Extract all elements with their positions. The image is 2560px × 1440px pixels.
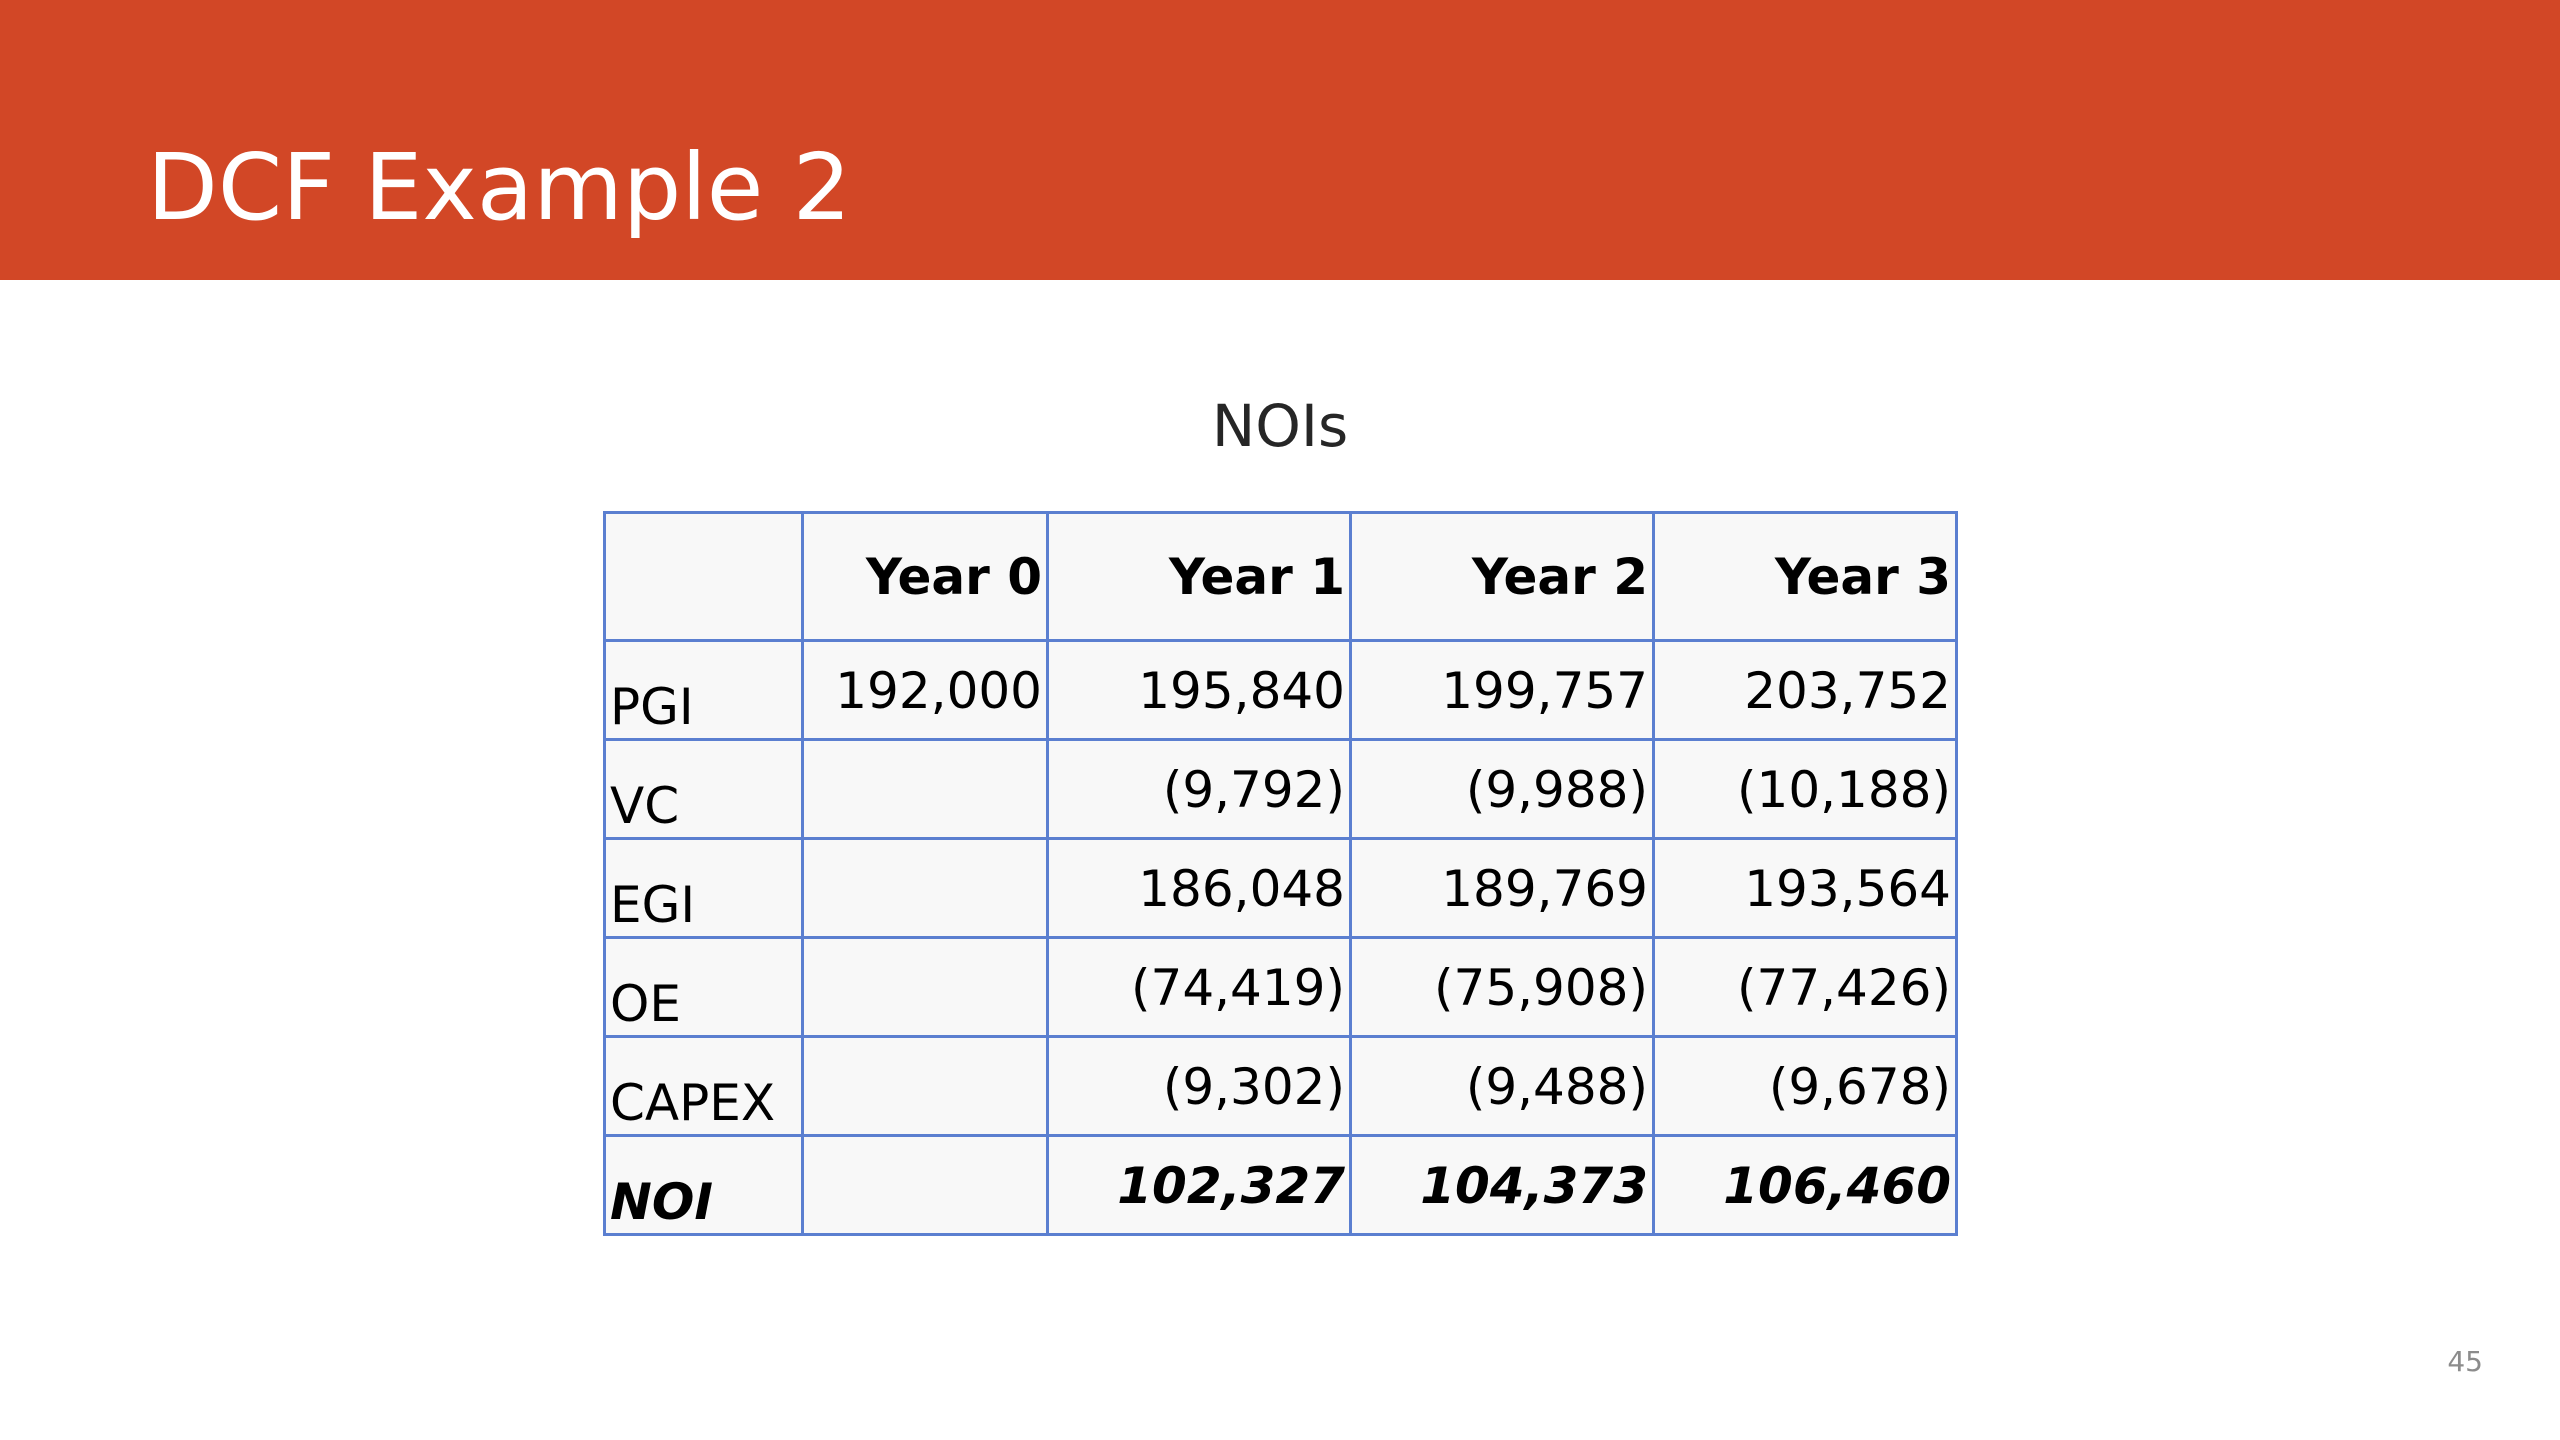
table-row-capex <box>605 1037 1957 1136</box>
row-label: VC <box>605 740 803 839</box>
table-cell <box>803 938 1048 1037</box>
header-cell-empty <box>605 513 803 641</box>
title-bar <box>0 0 2560 280</box>
row-label: EGI <box>605 839 803 938</box>
table-cell: 102,327 <box>1048 1136 1351 1235</box>
table-caption: NOIs <box>1211 392 1349 460</box>
table-cell: (75,908) <box>1351 938 1654 1037</box>
noi-table <box>603 511 1958 1236</box>
table-cell: 199,757 <box>1351 641 1654 740</box>
table-cell: 106,460 <box>1654 1136 1957 1235</box>
row-label: CAPEX <box>605 1037 803 1136</box>
table-row-oe <box>605 938 1957 1037</box>
table-cell: 104,373 <box>1351 1136 1654 1235</box>
table-cell: (9,302) <box>1048 1037 1351 1136</box>
row-label: PGI <box>605 641 803 740</box>
header-cell-year-1: Year 1 <box>1048 513 1351 641</box>
table-cell: 186,048 <box>1048 839 1351 938</box>
table-cell: 189,769 <box>1351 839 1654 938</box>
table-cell: (9,678) <box>1654 1037 1957 1136</box>
table-row-vc <box>605 740 1957 839</box>
table-cell <box>803 1037 1048 1136</box>
table-cell: 203,752 <box>1654 641 1957 740</box>
header-cell-year-0: Year 0 <box>803 513 1048 641</box>
table-cell <box>803 839 1048 938</box>
table-cell: (74,419) <box>1048 938 1351 1037</box>
table-header-row <box>605 513 1957 641</box>
row-label: OE <box>605 938 803 1037</box>
header-cell-year-3: Year 3 <box>1654 513 1957 641</box>
header-cell-year-2: Year 2 <box>1351 513 1654 641</box>
table-cell: (9,988) <box>1351 740 1654 839</box>
table-row-pgi <box>605 641 1957 740</box>
table-row-noi-total <box>605 1136 1957 1235</box>
table-cell: 192,000 <box>803 641 1048 740</box>
table-cell: 195,840 <box>1048 641 1351 740</box>
slide-title: DCF Example 2 <box>147 134 852 241</box>
slide-number: 45 <box>2447 1345 2483 1378</box>
table-cell: (77,426) <box>1654 938 1957 1037</box>
table-cell: (9,488) <box>1351 1037 1654 1136</box>
table-cell: 193,564 <box>1654 839 1957 938</box>
table-cell: (9,792) <box>1048 740 1351 839</box>
table-cell: (10,188) <box>1654 740 1957 839</box>
table-row-egi <box>605 839 1957 938</box>
table-cell <box>803 1136 1048 1235</box>
row-label: NOI <box>605 1136 803 1235</box>
table-cell <box>803 740 1048 839</box>
